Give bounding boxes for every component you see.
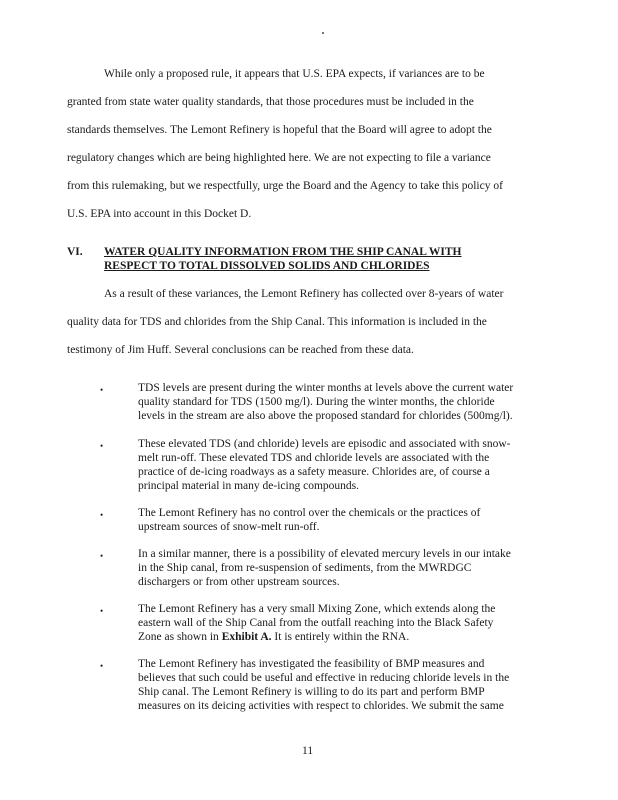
section-number: VI. <box>67 246 83 258</box>
bullet-line: levels in the stream are also above the proposed standard for chlorides (500mg/l). <box>138 410 513 422</box>
bullet-line: The Lemont Refinery has investigated the feasibility of BMP measures and <box>138 658 485 670</box>
bullet-line: The Lemont Refinery has no control over the chemicals or the practices of <box>138 507 481 519</box>
paragraph-line: standards themselves. The Lemont Refinery is hopeful that the Board will agree to adopt the <box>67 124 492 136</box>
bullet-text-segment: Zone as shown in <box>138 631 222 643</box>
bullet-line: in the Ship canal, from re-suspension of sediments, from the MWRDGC <box>138 562 472 574</box>
bullet-text-segment: It is entirely within the RNA. <box>271 631 410 643</box>
section-title-line-1: WATER QUALITY INFORMATION FROM THE SHIP CANAL WITH <box>104 246 462 258</box>
bullet-marker: • <box>100 510 104 520</box>
bullet-line: In a similar manner, there is a possibility of elevated mercury levels in our intake <box>138 548 511 560</box>
bullet-line: quality standard for TDS (1500 mg/l). During the winter months, the chloride <box>138 396 495 408</box>
bullet-line: dischargers or from other upstream sources. <box>138 576 340 588</box>
bullet-marker: • <box>100 606 104 616</box>
bullet-line: These elevated TDS (and chloride) levels are episodic and associated with snow- <box>138 438 511 450</box>
bullet-marker: • <box>100 551 104 561</box>
paragraph-line: testimony of Jim Huff. Several conclusions can be reached from these data. <box>67 344 414 356</box>
bullet-line: Ship canal. The Lemont Refinery is willing to do its part and perform BMP <box>138 686 485 698</box>
paragraph-line: granted from state water quality standards, that those procedures must be included in the <box>67 96 474 108</box>
bullet-marker: • <box>100 385 104 395</box>
paragraph-line: While only a proposed rule, it appears that U.S. EPA expects, if variances are to be <box>104 68 485 80</box>
paragraph-line: quality data for TDS and chlorides from the Ship Canal. This information is included in the <box>67 316 487 328</box>
bullet-marker: • <box>100 441 104 451</box>
section-title-line-2: RESPECT TO TOTAL DISSOLVED SOLIDS AND CHLORIDES <box>104 260 430 272</box>
paragraph-line: As a result of these variances, the Lemont Refinery has collected over 8-years of water <box>104 288 504 300</box>
bullet-line: believes that such could be useful and effective in reducing chloride levels in the <box>138 672 510 684</box>
paragraph-line: regulatory changes which are being highlighted here. We are not expecting to file a variance <box>67 152 491 164</box>
bullet-line: upstream sources of snow-melt run-off. <box>138 521 320 533</box>
bullet-line: practice of de-icing roadways as a safety measure. Chlorides are, of course a <box>138 466 490 478</box>
bullet-line <box>138 630 409 644</box>
bullet-line: measures on its deicing activities with respect to chlorides. We submit the same <box>138 700 504 712</box>
exhibit-a-reference: Exhibit A. <box>221 631 272 643</box>
bullet-line: melt run-off. These elevated TDS and chloride levels are associated with the <box>138 452 490 464</box>
paragraph-line: U.S. EPA into account in this Docket D. <box>67 208 252 220</box>
bullet-line: The Lemont Refinery has a very small Mixing Zone, which extends along the <box>138 603 496 615</box>
bullet-line: principal material in many de-icing compounds. <box>138 480 359 492</box>
bullet-line: eastern wall of the Ship Canal from the outfall reaching into the Black Safety <box>138 617 494 629</box>
page-number: 11 <box>302 745 314 757</box>
bullet-marker: • <box>100 661 104 671</box>
scan-mark <box>322 32 324 34</box>
paragraph-line: from this rulemaking, but we respectfully, urge the Board and the Agency to take this policy of <box>67 180 503 192</box>
bullet-line: TDS levels are present during the winter months at levels above the current water <box>138 382 514 394</box>
